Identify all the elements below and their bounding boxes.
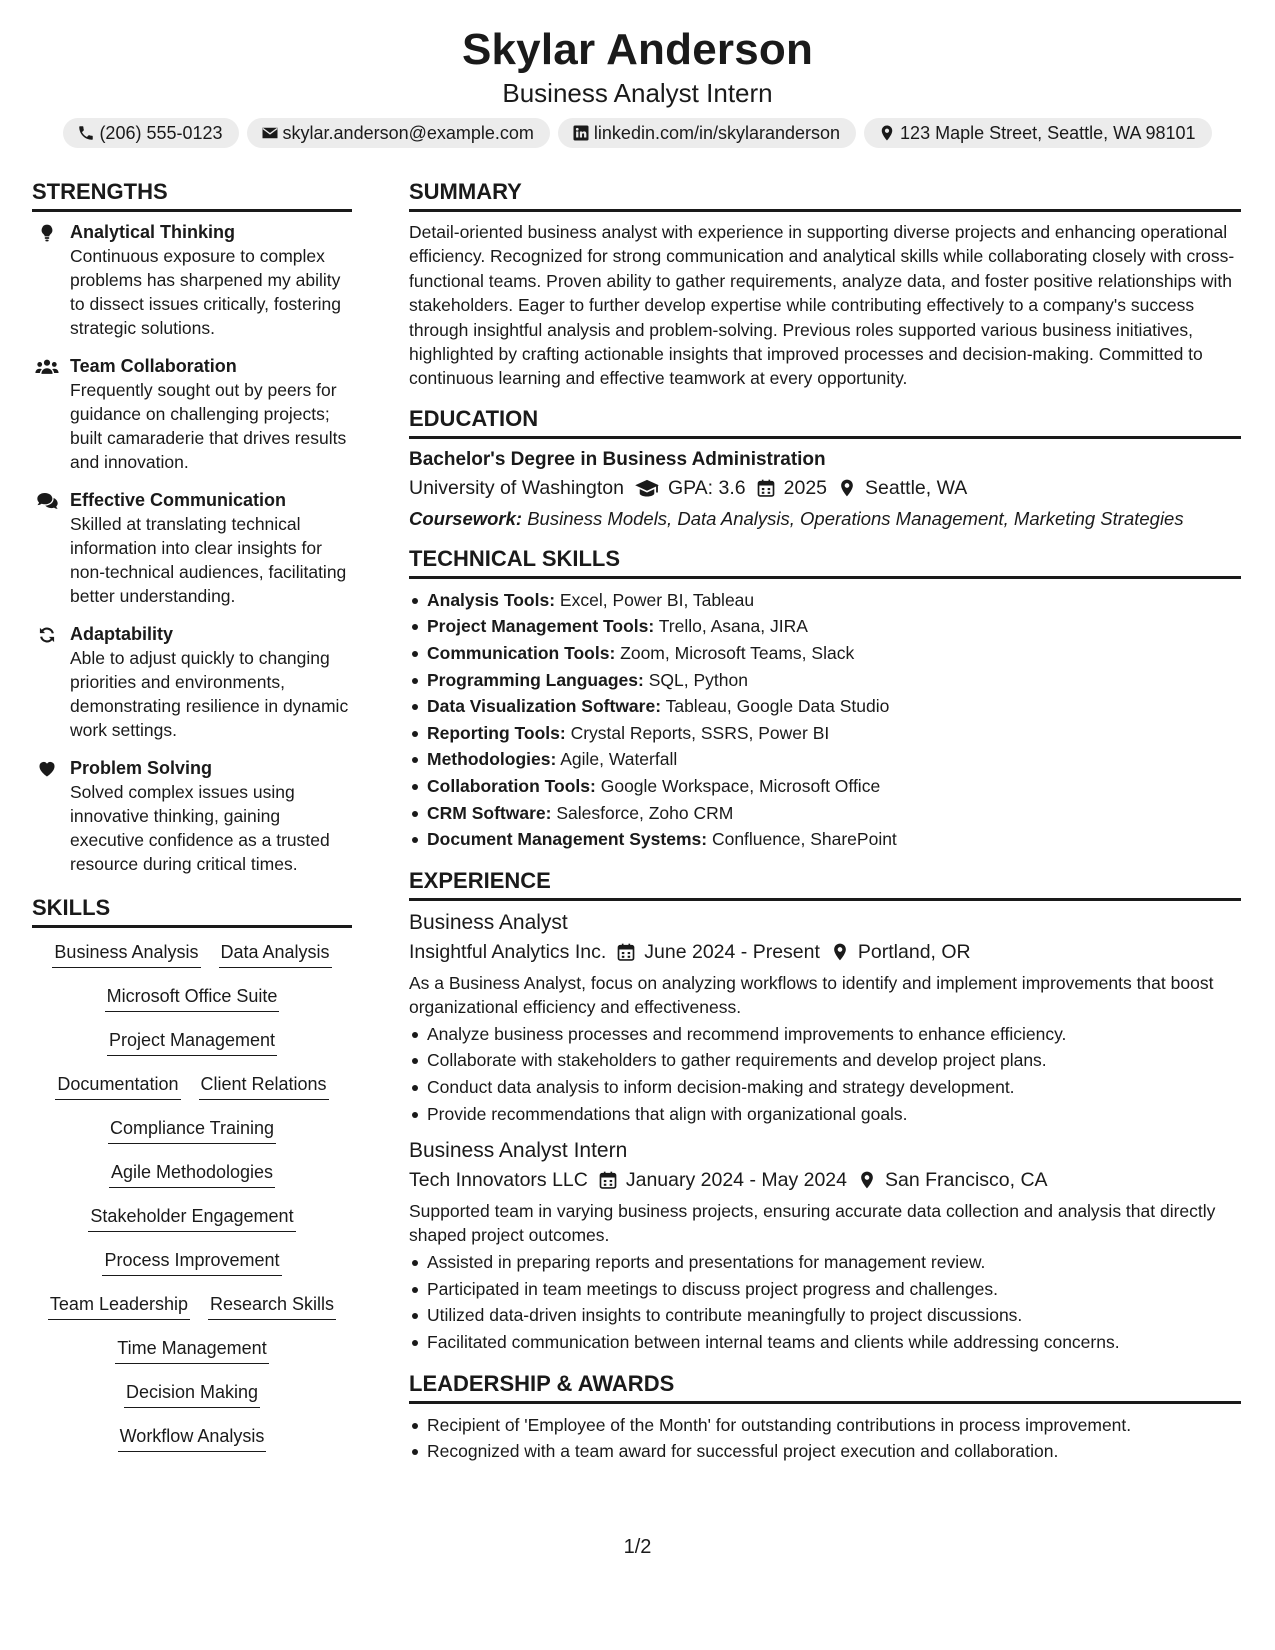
strength-item [32, 220, 352, 340]
resume-header [0, 0, 1275, 148]
list-item: Provide recommendations that align with organizational goals. [427, 1101, 1241, 1128]
contact-phone[interactable] [63, 118, 238, 148]
strength-item [32, 354, 352, 474]
skill-tag: Project Management [107, 1028, 277, 1056]
job-entry [409, 1137, 1241, 1355]
list-item: CRM Software: Salesforce, Zoho CRM [427, 800, 1241, 827]
strength-title: Adaptability [70, 624, 174, 644]
skill-tag: Decision Making [124, 1380, 260, 1408]
list-item: Collaborate with stakeholders to gather requirements and develop project plans. [427, 1047, 1241, 1074]
job-bullets [409, 1021, 1241, 1127]
list-item: Assisted in preparing reports and presentations for management review. [427, 1249, 1241, 1276]
list-item: Conduct data analysis to inform decision-making and strategy development. [427, 1074, 1241, 1101]
skill-tag: Time Management [115, 1336, 268, 1364]
contact-linkedin[interactable] [558, 118, 856, 148]
skill-tag: Business Analysis [52, 940, 200, 968]
strength-title: Problem Solving [70, 758, 213, 778]
education-location: Seattle, WA [865, 476, 968, 499]
education-heading: EDUCATION [409, 405, 1241, 439]
list-item: Collaboration Tools: Google Workspace, Microsoft Office [427, 773, 1241, 800]
left-column [32, 178, 352, 1468]
list-item: Communication Tools: Zoom, Microsoft Teams, Slack [427, 640, 1241, 667]
job-company: Tech Innovators LLC [409, 1169, 588, 1192]
graduation-cap-icon [634, 478, 660, 498]
contact-address-text: 123 Maple Street, Seattle, WA 98101 [900, 123, 1196, 143]
calendar-icon [598, 1170, 618, 1190]
summary-heading: SUMMARY [409, 178, 1241, 212]
leadership-list [409, 1412, 1241, 1465]
skill-tag: Documentation [55, 1072, 180, 1100]
coursework-list: Business Models, Data Analysis, Operations Management, Marketing Strategies [527, 507, 1184, 529]
list-item: Recognized with a team award for successful project execution and collaboration. [427, 1438, 1241, 1465]
coursework-label: Coursework: [409, 507, 523, 529]
contact-phone-text: (206) 555-0123 [99, 123, 223, 143]
strength-desc: Frequently sought out by peers for guidance on challenging projects; built camaraderie that drives results and innovation. [70, 380, 347, 472]
envelope-icon [261, 124, 279, 142]
skill-tag: Compliance Training [108, 1116, 276, 1144]
skill-tag: Client Relations [199, 1072, 329, 1100]
job-dates: June 2024 - Present [644, 940, 820, 963]
skill-tag: Team Leadership [48, 1292, 190, 1320]
contact-address[interactable] [864, 118, 1212, 148]
strengths-heading: STRENGTHS [32, 178, 352, 212]
job-location: Portland, OR [857, 940, 971, 963]
list-item: Participated in team meetings to discuss project progress and challenges. [427, 1276, 1241, 1303]
comments-icon [36, 491, 59, 511]
leadership-heading: LEADERSHIP & AWARDS [409, 1370, 1241, 1404]
skill-tag: Microsoft Office Suite [105, 984, 280, 1012]
list-item: Analysis Tools: Excel, Power BI, Tableau [427, 587, 1241, 614]
education-year: 2025 [783, 476, 828, 499]
job-dates: January 2024 - May 2024 [625, 1169, 847, 1192]
list-item: Utilized data-driven insights to contribute meaningfully to project discussions. [427, 1302, 1241, 1329]
education-meta [409, 473, 1241, 503]
education-school: University of Washington [409, 476, 624, 499]
heart-icon [37, 759, 57, 779]
job-bullets [409, 1249, 1241, 1355]
list-item: Methodologies: Agile, Waterfall [427, 746, 1241, 773]
list-item: Document Management Systems: Confluence, SharePoint [427, 826, 1241, 853]
job-description: As a Business Analyst, focus on analyzing workflows to identify and implement improvements that boost organizational efficiency and effectiveness. [409, 972, 1214, 1017]
education-gpa: GPA: 3.6 [667, 476, 746, 499]
contact-email[interactable] [247, 118, 550, 148]
phone-icon [77, 124, 95, 142]
list-item: Data Visualization Software: Tableau, Google Data Studio [427, 693, 1241, 720]
calendar-icon [616, 942, 636, 962]
job-title: Business Analyst Intern [409, 1139, 628, 1163]
strength-desc: Solved complex issues using innovative thinking, gaining executive confidence as a trusted resource during critical times. [70, 782, 330, 874]
technical-skills-heading: TECHNICAL SKILLS [409, 545, 1241, 579]
list-item: Project Management Tools: Trello, Asana, JIRA [427, 613, 1241, 640]
technical-skills-list [409, 587, 1241, 853]
candidate-title: Business Analyst Intern [502, 78, 773, 108]
list-item: Reporting Tools: Crystal Reports, SSRS, Power BI [427, 720, 1241, 747]
job-description: Supported team in varying business projects, ensuring accurate data collection and analysis that directly shaped project outcomes. [409, 1201, 1216, 1246]
skill-tag: Data Analysis [219, 940, 332, 968]
education-coursework [409, 507, 1241, 531]
linkedin-icon [572, 124, 590, 142]
summary-text: Detail-oriented business analyst with experience in supporting diverse projects and enhancing operational efficiency. Recognized for strong communication and analytical skills while collaborating closely with cross-functional teams. Proven ability to gather requirements, analyze data, and foster positive relationships with stakeholders. Eager to further develop expertise while contributing effectively to a company's success through insightful analysis and problem-solving. Previous roles supported various business initiatives, highlighted by crafting actionable insights that improved processes and decision-making. Committed to continuous learning and effective teamwork at every opportunity. [409, 222, 1235, 389]
job-title: Business Analyst [409, 910, 568, 934]
skill-tag: Stakeholder Engagement [88, 1204, 295, 1232]
map-pin-icon [830, 942, 850, 962]
map-pin-icon [837, 478, 857, 498]
calendar-icon [756, 478, 776, 498]
right-column [409, 178, 1241, 1465]
strength-title: Effective Communication [70, 490, 287, 510]
page-number: 1/2 [623, 1536, 652, 1558]
experience-heading: EXPERIENCE [409, 867, 1241, 901]
users-icon [35, 357, 59, 377]
list-item: Facilitated communication between internal teams and clients while addressing concerns. [427, 1329, 1241, 1356]
skills-heading: SKILLS [32, 894, 352, 928]
map-pin-icon [857, 1170, 877, 1190]
strength-item [32, 488, 352, 608]
strength-desc: Able to adjust quickly to changing priorities and environments, demonstrating resilience in dynamic work settings. [70, 648, 349, 740]
map-pin-icon [878, 124, 896, 142]
contact-bar [0, 118, 1275, 148]
skills-list [32, 936, 352, 1468]
skill-tag: Research Skills [208, 1292, 336, 1320]
strength-title: Team Collaboration [70, 356, 237, 376]
strength-item [32, 756, 352, 876]
list-item: Programming Languages: SQL, Python [427, 667, 1241, 694]
candidate-name: Skylar Anderson [461, 25, 814, 74]
job-meta [409, 1165, 1241, 1195]
job-meta [409, 937, 1241, 967]
job-entry [409, 909, 1241, 1127]
skill-tag: Workflow Analysis [118, 1424, 267, 1452]
contact-linkedin-text: linkedin.com/in/skylaranderson [593, 123, 841, 143]
education-degree: Bachelor's Degree in Business Administration [409, 448, 826, 470]
list-item: Recipient of 'Employee of the Month' for outstanding contributions in process improvement. [427, 1412, 1241, 1439]
strength-desc: Skilled at translating technical information into clear insights for non-technical audiences, facilitating better understanding. [70, 514, 347, 606]
contact-email-text: skylar.anderson@example.com [282, 123, 534, 143]
strength-title: Analytical Thinking [70, 222, 236, 242]
sync-icon [37, 625, 57, 645]
strength-item [32, 622, 352, 742]
list-item: Analyze business processes and recommend improvements to enhance efficiency. [427, 1021, 1241, 1048]
lightbulb-icon [37, 223, 57, 243]
skill-tag: Agile Methodologies [109, 1160, 275, 1188]
job-location: San Francisco, CA [885, 1169, 1048, 1192]
strength-desc: Continuous exposure to complex problems has sharpened my ability to dissect issues critically, fostering strategic solutions. [70, 246, 342, 338]
job-company: Insightful Analytics Inc. [409, 940, 607, 963]
skill-tag: Process Improvement [102, 1248, 281, 1276]
